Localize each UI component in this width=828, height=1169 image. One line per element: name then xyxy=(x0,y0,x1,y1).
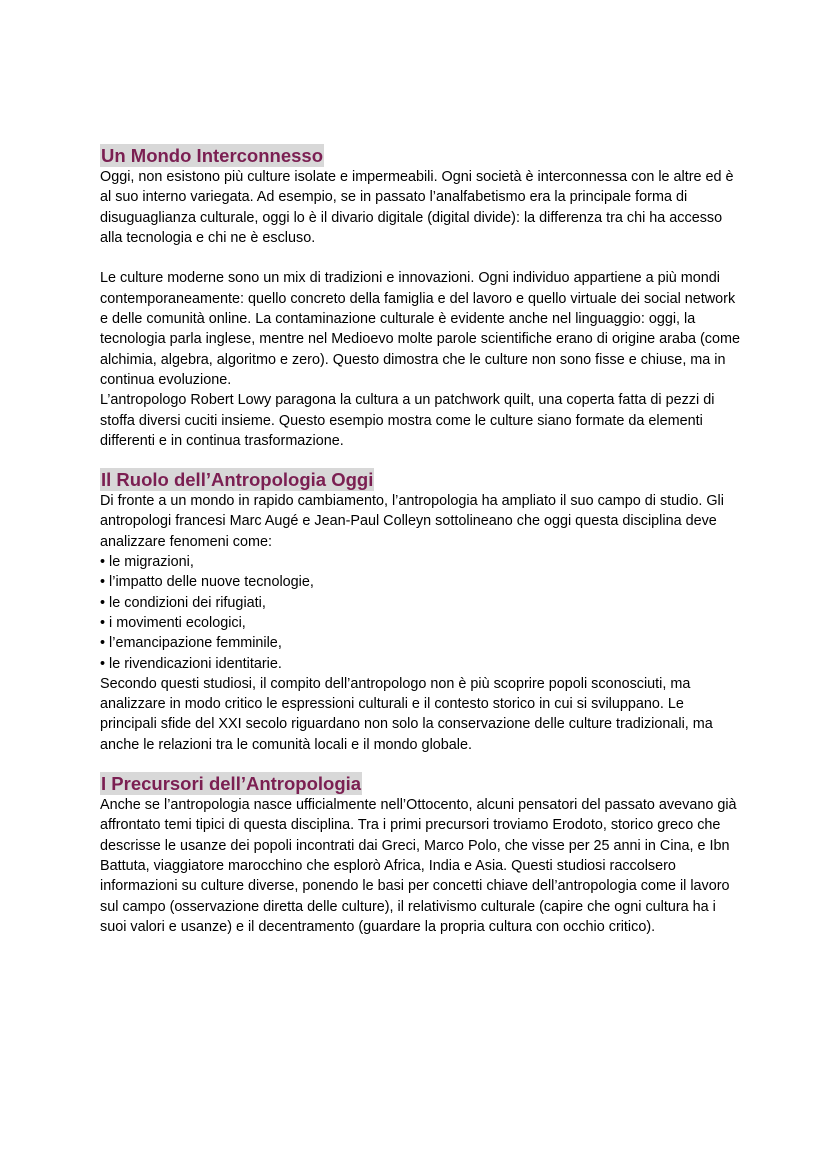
paragraph-gap xyxy=(100,248,740,268)
section-heading: Un Mondo Interconnesso xyxy=(101,145,323,166)
section-un-mondo-interconnesso xyxy=(100,144,740,451)
section-gap xyxy=(100,451,740,468)
section-precursori-antropologia xyxy=(100,772,740,937)
list-item: • l’emancipazione femminile, xyxy=(100,633,740,653)
section-heading: Il Ruolo dell’Antropologia Oggi xyxy=(101,469,374,491)
section-heading: I Precursori dell’Antropologia xyxy=(101,773,362,795)
paragraph: L’antropologo Robert Lowy paragona la cultura a un patchwork quilt, una coperta fatta di pezzi di stoffa diversi cuciti insieme. Questo esempio mostra come le culture siano formate da elementi differenti e in continua trasformazione. xyxy=(100,392,715,449)
section-ruolo-antropologia xyxy=(100,468,740,755)
paragraph: Oggi, non esistono più culture isolate e impermeabili. Ogni società è interconnessa con le altre ed è al suo interno variegata. Ad esempio, se in passato l’analfabetismo era la principale forma di disuguaglianza culturale, oggi lo è il divario digitale (digital divide): la differenza tra chi ha accesso alla tecnologia e chi ne è escluso. xyxy=(100,169,734,246)
paragraph: Secondo questi studiosi, il compito dell’antropologo non è più scoprire popoli sconosciuti, ma analizzare in modo critico le espressioni culturali e il contesto storico in cui si sviluppano. Le principali sfide del XXI secolo riguardano non solo la conservazione delle culture tradizionali, ma anche le relazioni tra le comunità locali e il mondo globale. xyxy=(100,675,713,753)
list-item: • le condizioni dei rifugiati, xyxy=(100,593,740,613)
bullet-list xyxy=(100,552,740,674)
list-item: • le rivendicazioni identitarie. xyxy=(100,654,740,674)
list-item: • le migrazioni, xyxy=(100,552,740,572)
paragraph: Anche se l’antropologia nasce ufficialmente nell’Ottocento, alcuni pensatori del passato avevano già affrontato temi tipici di questa disciplina. Tra i primi precursori troviamo Erodoto, storico greco che descrisse le usanze dei popoli incontrati dai Greci, Marco Polo, che visse per 25 anni in Cina, e Ibn Battuta, viaggiatore marocchino che esplorò Africa, India e Asia. Questi studiosi raccolsero informazioni su culture diverse, ponendo le basi per concetti chiave dell’antropologia come il lavoro sul campo (osservazione diretta delle culture), il relativismo culturale (capire che ogni cultura ha i suoi valori e usanze) e il decentramento (guardare la propria cultura con occhio critico). xyxy=(100,797,737,935)
list-item: • l’impatto delle nuove tecnologie, xyxy=(100,572,740,592)
document-page xyxy=(100,144,740,937)
section-gap xyxy=(100,755,740,772)
paragraph: Le culture moderne sono un mix di tradizioni e innovazioni. Ogni individuo appartiene a più mondi contemporaneamente: quello concreto della famiglia e del lavoro e quello virtuale dei social network e delle comunità online. La contaminazione culturale è evidente anche nel linguaggio: oggi, la tecnologia parla inglese, mentre nel Medioevo molte parole scientifiche erano di origine araba (come alchimia, algebra, algoritmo e zero). Questo dimostra che le culture non sono fisse e chiuse, ma in continua evoluzione. xyxy=(100,270,740,388)
list-item: • i movimenti ecologici, xyxy=(100,613,740,633)
paragraph: Di fronte a un mondo in rapido cambiamento, l’antropologia ha ampliato il suo campo di studio. Gli antropologi francesi Marc Augé e Jean-Paul Colleyn sottolineano che oggi questa disciplina deve analizzare fenomeni come: xyxy=(100,493,724,550)
